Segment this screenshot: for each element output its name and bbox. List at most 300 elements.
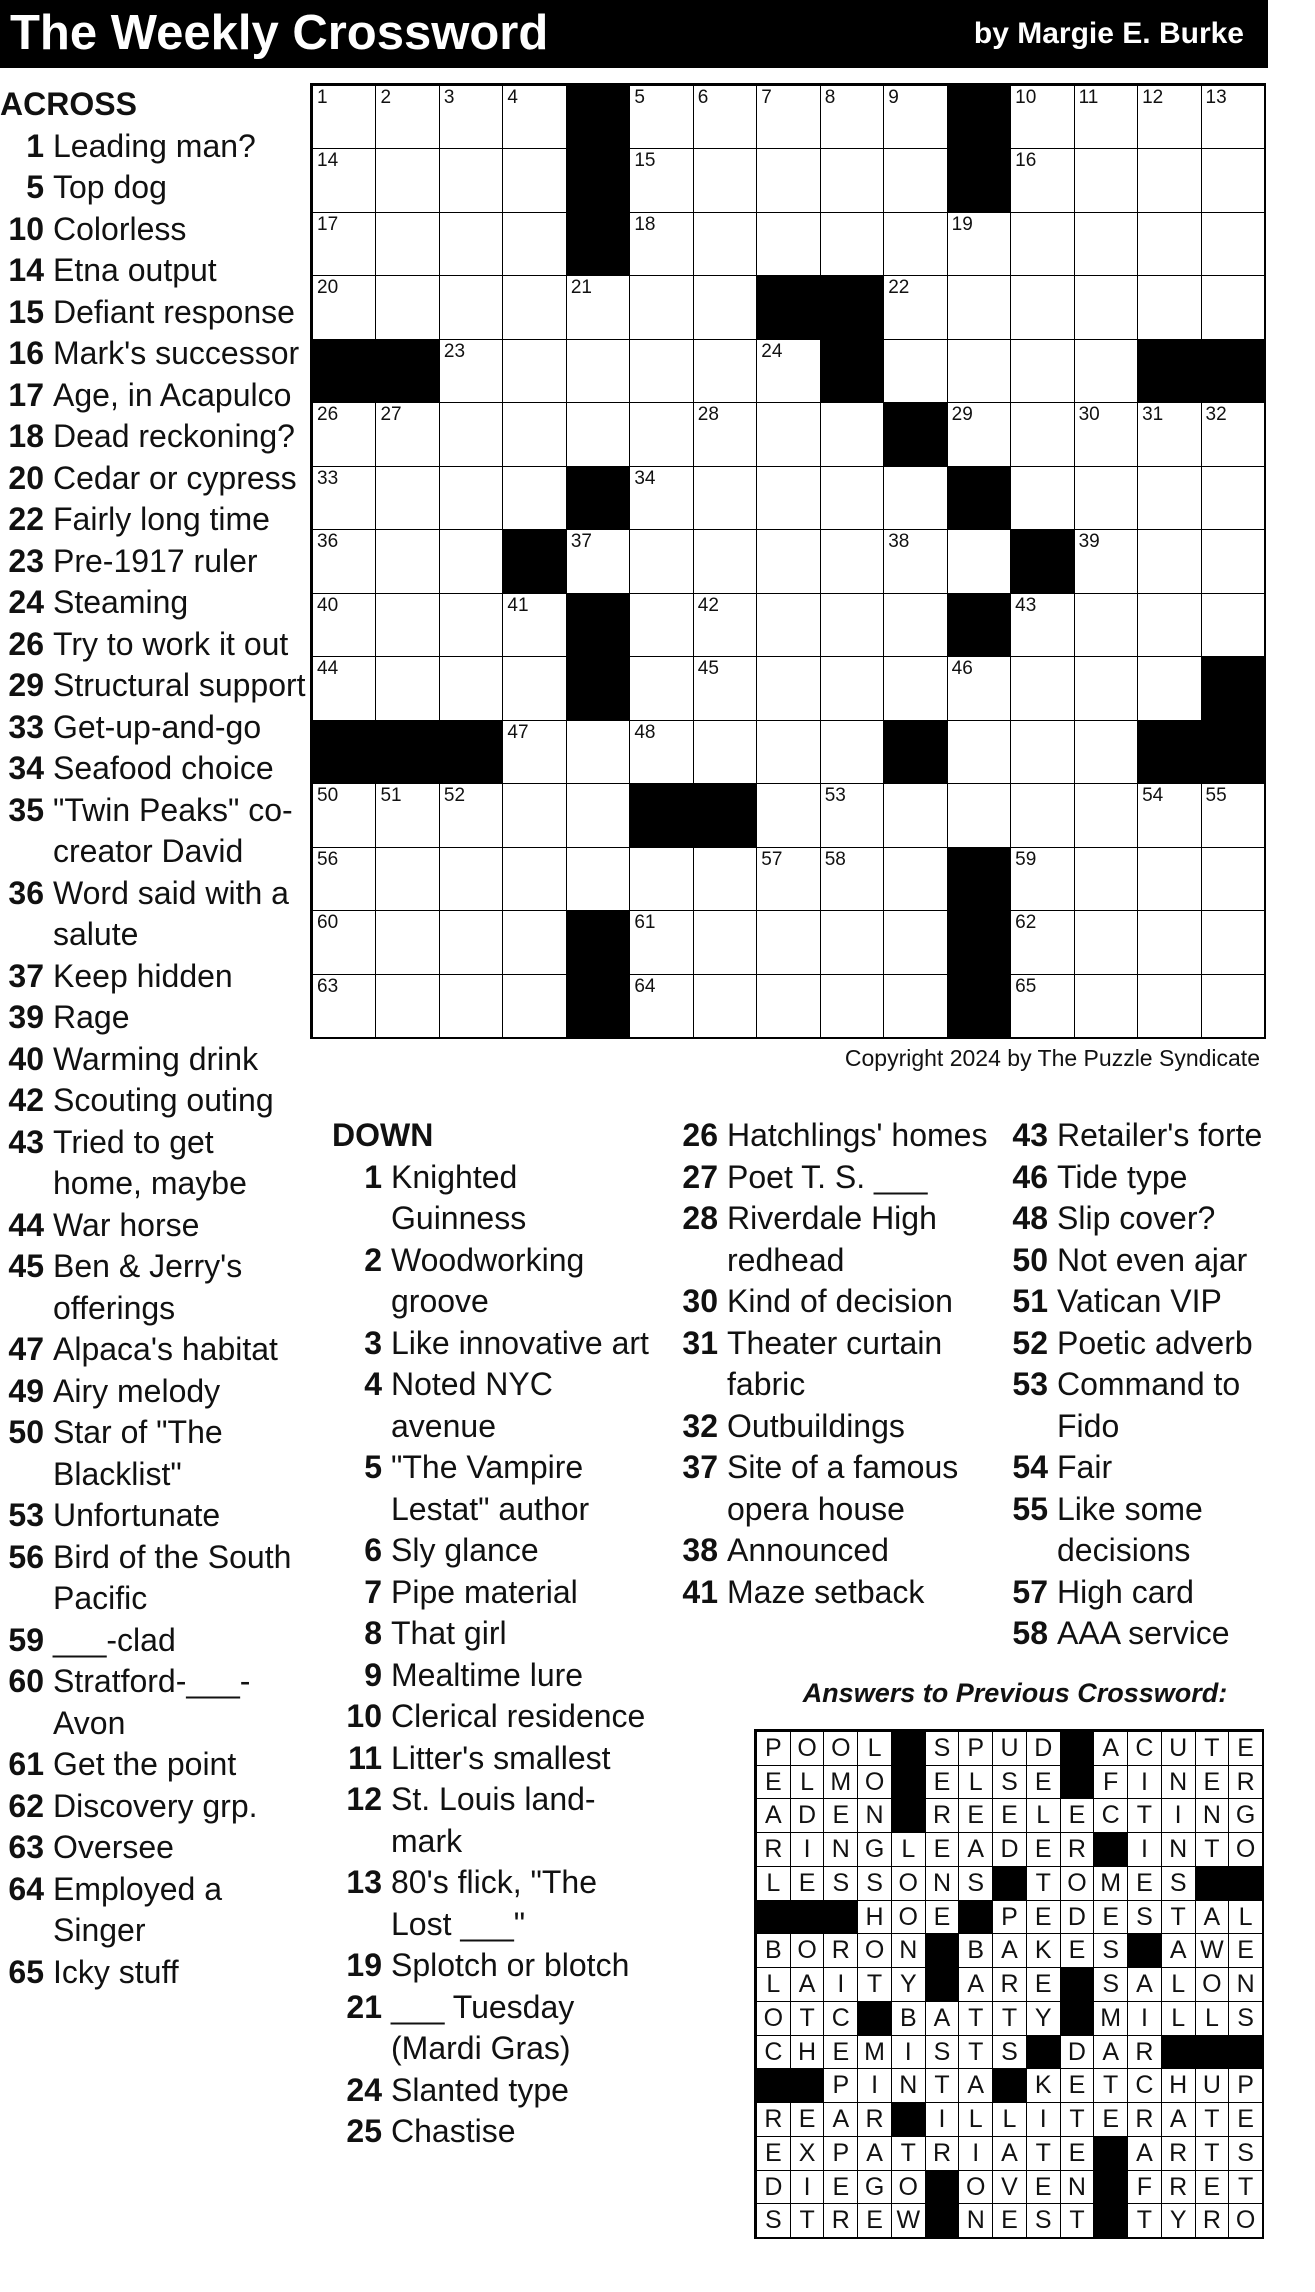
cell-number: 43 [1015, 594, 1037, 616]
grid-cell[interactable] [820, 720, 884, 784]
clue-item [0, 1620, 310, 1662]
answer-letter: T [790, 2203, 825, 2238]
grid-cell[interactable] [629, 212, 693, 276]
clue-text: Word said with a salute [53, 874, 289, 952]
clue-number: 8 [364, 1615, 382, 1651]
clue-item [332, 1862, 652, 1945]
grid-cell[interactable] [439, 910, 503, 974]
answer-letter: G [1228, 1798, 1263, 1833]
clue-text: Cedar or cypress [53, 459, 297, 496]
clue-text: Poet T. S. ___ [727, 1158, 928, 1195]
grid-cell[interactable] [439, 212, 503, 276]
grid-cell[interactable] [629, 720, 693, 784]
cell-number: 22 [888, 277, 910, 299]
grid-cell[interactable] [502, 910, 566, 974]
clue-item [0, 1744, 310, 1786]
grid-cell[interactable] [375, 593, 439, 657]
grid-cell[interactable] [312, 974, 376, 1038]
grid-cell[interactable] [375, 974, 439, 1038]
grid-cell[interactable] [439, 148, 503, 212]
grid-cell[interactable] [947, 339, 1011, 403]
answer-letter: T [1228, 2170, 1263, 2205]
grid-cell[interactable] [439, 339, 503, 403]
clue-number: 55 [1012, 1490, 1048, 1527]
grid-cell[interactable] [947, 529, 1011, 593]
answer-letter: R [1127, 2102, 1162, 2137]
cell-number: 8 [824, 87, 836, 108]
grid-cell[interactable] [312, 212, 376, 276]
answer-block [823, 1900, 858, 1935]
grid-cell[interactable] [1010, 466, 1074, 530]
grid-cell[interactable] [1010, 339, 1074, 403]
grid-cell[interactable] [375, 656, 439, 720]
grid-block [1201, 339, 1265, 403]
grid-cell[interactable] [883, 656, 947, 720]
grid-cell[interactable] [375, 783, 439, 847]
grid-cell[interactable] [693, 402, 757, 466]
grid-cell[interactable] [756, 593, 820, 657]
answer-letter: A [1161, 1933, 1196, 1968]
grid-cell[interactable] [375, 910, 439, 974]
grid-cell[interactable] [1074, 466, 1138, 530]
clue-number: 11 [348, 1739, 382, 1776]
answer-letter: L [992, 2102, 1027, 2137]
clue-item [0, 582, 310, 624]
grid-cell[interactable] [1201, 593, 1265, 657]
grid-cell[interactable] [312, 148, 376, 212]
grid-cell[interactable] [1074, 783, 1138, 847]
grid-cell[interactable] [1201, 910, 1265, 974]
clue-text: Kind of decision [727, 1283, 953, 1319]
cell-number: 34 [634, 467, 656, 489]
grid-cell[interactable] [883, 212, 947, 276]
clue-number: 47 [8, 1331, 44, 1367]
grid-cell[interactable] [1074, 910, 1138, 974]
grid-cell[interactable] [756, 339, 820, 403]
grid-cell[interactable] [1074, 402, 1138, 466]
grid-cell[interactable] [820, 593, 884, 657]
grid-cell[interactable] [1010, 593, 1074, 657]
grid-cell[interactable] [1137, 529, 1201, 593]
grid-block [947, 85, 1011, 149]
clue-text: Tried to get home, maybe [53, 1123, 247, 1201]
clue-text: Oversee [53, 1829, 174, 1865]
answer-letter: S [1127, 1900, 1162, 1935]
grid-cell[interactable] [1137, 466, 1201, 530]
grid-cell[interactable] [693, 85, 757, 149]
grid-cell[interactable] [312, 402, 376, 466]
grid-cell[interactable] [756, 847, 820, 911]
grid-cell[interactable] [1010, 275, 1074, 339]
grid-cell[interactable] [629, 593, 693, 657]
grid-cell[interactable] [693, 847, 757, 911]
clue-item [0, 873, 310, 956]
grid-cell[interactable] [439, 85, 503, 149]
grid-cell[interactable] [375, 148, 439, 212]
grid-cell[interactable] [629, 85, 693, 149]
answer-letter: E [1060, 1798, 1095, 1833]
clue-item [332, 1696, 652, 1738]
grid-cell[interactable] [883, 910, 947, 974]
grid-cell[interactable] [439, 847, 503, 911]
grid-cell[interactable] [439, 656, 503, 720]
grid-cell[interactable] [1137, 910, 1201, 974]
answer-letter: A [823, 2102, 858, 2137]
grid-cell[interactable] [312, 529, 376, 593]
grid-cell[interactable] [820, 847, 884, 911]
grid-cell[interactable] [1201, 466, 1265, 530]
clue-number: 27 [682, 1158, 718, 1195]
grid-cell[interactable] [1074, 593, 1138, 657]
clue-text: Employed a Singer [53, 1870, 222, 1948]
grid-cell[interactable] [1010, 720, 1074, 784]
grid-cell[interactable] [1137, 275, 1201, 339]
clue-text: High card [1057, 1573, 1194, 1610]
grid-cell[interactable] [820, 148, 884, 212]
grid-cell[interactable] [820, 402, 884, 466]
clue-text: Maze setback [727, 1573, 925, 1610]
grid-cell[interactable] [566, 847, 630, 911]
grid-block [947, 593, 1011, 657]
grid-cell[interactable] [756, 85, 820, 149]
answer-letter: T [1195, 2102, 1230, 2137]
answer-letter: E [1026, 1967, 1061, 2002]
grid-block [693, 783, 757, 847]
grid-cell[interactable] [1137, 847, 1201, 911]
grid-cell[interactable] [375, 85, 439, 149]
clue-number: 1 [364, 1158, 382, 1195]
grid-cell[interactable] [1137, 85, 1201, 149]
grid-cell[interactable] [1137, 783, 1201, 847]
clue-item [0, 748, 310, 790]
grid-cell[interactable] [502, 339, 566, 403]
cell-number: 14 [317, 150, 339, 172]
grid-cell[interactable] [375, 402, 439, 466]
grid-cell[interactable] [883, 148, 947, 212]
grid-cell[interactable] [439, 974, 503, 1038]
grid-cell[interactable] [439, 275, 503, 339]
grid-cell[interactable] [1201, 847, 1265, 911]
clue-item [0, 1039, 310, 1081]
grid-cell[interactable] [947, 656, 1011, 720]
grid-cell[interactable] [375, 275, 439, 339]
grid-cell[interactable] [820, 529, 884, 593]
grid-cell[interactable] [1010, 910, 1074, 974]
grid-cell[interactable] [439, 466, 503, 530]
answer-letter: P [756, 1731, 791, 1766]
answer-block [1060, 2001, 1095, 2036]
grid-cell[interactable] [756, 974, 820, 1038]
grid-cell[interactable] [1137, 974, 1201, 1038]
clue-number: 5 [364, 1449, 382, 1485]
grid-cell[interactable] [1201, 974, 1265, 1038]
clue-text: Icky stuff [53, 1953, 179, 1990]
clue-item [0, 499, 310, 541]
clue-item [0, 1786, 310, 1828]
cell-number: 19 [951, 213, 973, 235]
grid-cell[interactable] [1074, 974, 1138, 1038]
grid-cell[interactable] [693, 974, 757, 1038]
answer-letter: N [891, 2068, 926, 2103]
clue-item [0, 1122, 310, 1205]
answer-letter: E [1060, 2068, 1095, 2103]
grid-cell[interactable] [1074, 847, 1138, 911]
grid-cell[interactable] [693, 720, 757, 784]
grid-cell[interactable] [566, 529, 630, 593]
clue-item [668, 1157, 988, 1199]
grid-cell[interactable] [693, 339, 757, 403]
grid-block [312, 720, 376, 784]
grid-cell[interactable] [756, 783, 820, 847]
grid-cell[interactable] [820, 783, 884, 847]
grid-cell[interactable] [312, 85, 376, 149]
grid-cell[interactable] [629, 974, 693, 1038]
clue-text: Defiant response [53, 293, 295, 330]
grid-cell[interactable] [883, 339, 947, 403]
clue-item [668, 1115, 988, 1157]
grid-cell[interactable] [502, 593, 566, 657]
grid-cell[interactable] [820, 212, 884, 276]
grid-cell[interactable] [629, 275, 693, 339]
cell-number: 21 [570, 277, 592, 299]
grid-cell[interactable] [629, 529, 693, 593]
grid-block [820, 275, 884, 339]
answer-letter: O [1060, 1866, 1095, 1901]
grid-cell[interactable] [439, 402, 503, 466]
grid-cell[interactable] [312, 656, 376, 720]
answer-block [891, 1731, 926, 1766]
answer-letter: B [756, 1933, 791, 1968]
clue-number: 59 [8, 1621, 44, 1658]
answer-letter: S [1228, 2136, 1263, 2171]
grid-cell[interactable] [756, 656, 820, 720]
grid-block [1201, 656, 1265, 720]
clue-item [0, 1080, 310, 1122]
grid-cell[interactable] [693, 275, 757, 339]
grid-cell[interactable] [947, 783, 1011, 847]
grid-cell[interactable] [1010, 402, 1074, 466]
grid-cell[interactable] [883, 974, 947, 1038]
grid-cell[interactable] [566, 783, 630, 847]
grid-cell[interactable] [756, 529, 820, 593]
grid-cell[interactable] [1137, 212, 1201, 276]
grid-cell[interactable] [1201, 529, 1265, 593]
grid-cell[interactable] [1201, 783, 1265, 847]
grid-cell[interactable] [629, 847, 693, 911]
grid-cell[interactable] [1137, 656, 1201, 720]
clue-text: Leading man? [53, 127, 256, 164]
grid-cell[interactable] [756, 720, 820, 784]
grid-cell[interactable] [1074, 212, 1138, 276]
clue-item [0, 1329, 310, 1371]
clue-number: 52 [1012, 1324, 1048, 1361]
clue-item [668, 1530, 988, 1572]
grid-cell[interactable] [883, 847, 947, 911]
clue-text: Seafood choice [53, 750, 274, 786]
clue-number: 26 [8, 625, 44, 662]
grid-cell[interactable] [1137, 593, 1201, 657]
grid-cell[interactable] [629, 148, 693, 212]
previous-answers-grid [754, 1729, 1264, 2239]
answer-letter: E [992, 2203, 1027, 2238]
grid-cell[interactable] [566, 339, 630, 403]
clue-number: 18 [8, 418, 44, 454]
grid-cell[interactable] [375, 466, 439, 530]
answer-letter: I [823, 1967, 858, 2002]
clue-item [332, 1364, 652, 1447]
answer-letter: T [925, 2068, 960, 2103]
answer-letter: W [1195, 1933, 1230, 1968]
grid-cell[interactable] [375, 529, 439, 593]
answer-letter: P [823, 2068, 858, 2103]
grid-cell[interactable] [883, 529, 947, 593]
grid-cell[interactable] [1010, 212, 1074, 276]
grid-cell[interactable] [1010, 783, 1074, 847]
grid-cell[interactable] [375, 212, 439, 276]
grid-cell[interactable] [375, 847, 439, 911]
grid-cell[interactable] [1010, 148, 1074, 212]
grid-cell[interactable] [947, 275, 1011, 339]
grid-cell[interactable] [629, 910, 693, 974]
grid-cell[interactable] [756, 212, 820, 276]
grid-cell[interactable] [566, 720, 630, 784]
grid-cell[interactable] [883, 783, 947, 847]
grid-cell[interactable] [312, 275, 376, 339]
grid-cell[interactable] [502, 783, 566, 847]
clue-text: Theater curtain fabric [727, 1324, 943, 1402]
grid-cell[interactable] [693, 212, 757, 276]
grid-cell[interactable] [756, 402, 820, 466]
grid-cell[interactable] [1074, 720, 1138, 784]
grid-cell[interactable] [693, 529, 757, 593]
grid-cell[interactable] [1074, 85, 1138, 149]
grid-cell[interactable] [439, 783, 503, 847]
clue-text: Command to Fido [1057, 1366, 1241, 1444]
grid-cell[interactable] [312, 847, 376, 911]
grid-cell[interactable] [883, 466, 947, 530]
grid-cell[interactable] [502, 466, 566, 530]
grid-cell[interactable] [947, 402, 1011, 466]
clue-number: 29 [8, 667, 44, 703]
answer-block [1228, 2035, 1263, 2070]
grid-cell[interactable] [1074, 529, 1138, 593]
answer-block [1093, 2136, 1128, 2171]
grid-cell[interactable] [439, 529, 503, 593]
grid-cell[interactable] [566, 402, 630, 466]
grid-cell[interactable] [883, 275, 947, 339]
grid-cell[interactable] [502, 402, 566, 466]
grid-cell[interactable] [756, 466, 820, 530]
clue-number: 53 [1012, 1366, 1048, 1402]
grid-cell[interactable] [820, 974, 884, 1038]
grid-cell[interactable] [1074, 148, 1138, 212]
grid-cell[interactable] [820, 85, 884, 149]
grid-cell[interactable] [502, 85, 566, 149]
cell-number: 53 [824, 785, 846, 807]
grid-cell[interactable] [502, 720, 566, 784]
clue-item [0, 665, 310, 707]
grid-cell[interactable] [1010, 656, 1074, 720]
cell-number: 47 [507, 721, 529, 743]
grid-cell[interactable] [693, 656, 757, 720]
grid-cell[interactable] [629, 656, 693, 720]
grid-cell[interactable] [820, 466, 884, 530]
grid-cell[interactable] [883, 593, 947, 657]
grid-cell[interactable] [312, 466, 376, 530]
grid-cell[interactable] [629, 466, 693, 530]
grid-block [947, 148, 1011, 212]
grid-cell[interactable] [502, 656, 566, 720]
grid-cell[interactable] [502, 974, 566, 1038]
answer-letter: H [1161, 2068, 1196, 2103]
grid-cell[interactable] [1010, 847, 1074, 911]
grid-cell[interactable] [1010, 85, 1074, 149]
grid-cell[interactable] [1201, 402, 1265, 466]
answer-letter: I [1127, 1832, 1162, 1867]
answer-letter: T [1026, 2136, 1061, 2171]
grid-cell[interactable] [947, 720, 1011, 784]
grid-cell[interactable] [1201, 148, 1265, 212]
grid-cell[interactable] [312, 593, 376, 657]
grid-cell[interactable] [502, 212, 566, 276]
cell-number: 6 [697, 87, 709, 108]
grid-cell[interactable] [439, 593, 503, 657]
grid-cell[interactable] [1201, 85, 1265, 149]
answer-letter: A [992, 2136, 1027, 2171]
grid-cell[interactable] [502, 148, 566, 212]
grid-cell[interactable] [312, 910, 376, 974]
grid-cell[interactable] [693, 466, 757, 530]
answer-letter: N [823, 1832, 858, 1867]
grid-cell[interactable] [883, 85, 947, 149]
clue-text: Sly glance [391, 1532, 539, 1568]
cell-number: 20 [317, 277, 339, 299]
clue-item [996, 1198, 1296, 1240]
grid-cell[interactable] [566, 275, 630, 339]
clue-number: 42 [8, 1082, 44, 1118]
grid-cell[interactable] [947, 212, 1011, 276]
answer-letter: Y [1161, 2203, 1196, 2238]
grid-cell[interactable] [1201, 275, 1265, 339]
clue-item [332, 1945, 652, 1987]
grid-cell[interactable] [629, 402, 693, 466]
grid-cell[interactable] [756, 910, 820, 974]
grid-cell[interactable] [693, 593, 757, 657]
grid-cell[interactable] [1201, 212, 1265, 276]
clue-text: War horse [53, 1206, 200, 1243]
grid-cell[interactable] [693, 148, 757, 212]
grid-cell[interactable] [1074, 339, 1138, 403]
grid-cell[interactable] [820, 656, 884, 720]
grid-cell[interactable] [1074, 656, 1138, 720]
grid-cell[interactable] [312, 783, 376, 847]
grid-cell[interactable] [820, 910, 884, 974]
grid-cell[interactable] [693, 910, 757, 974]
answer-letter: S [1026, 2203, 1061, 2238]
grid-cell[interactable] [756, 148, 820, 212]
grid-cell[interactable] [629, 339, 693, 403]
grid-cell[interactable] [502, 275, 566, 339]
clue-text: Bird of the South Pacific [53, 1538, 292, 1616]
grid-cell[interactable] [1137, 148, 1201, 212]
grid-cell[interactable] [1010, 974, 1074, 1038]
grid-cell[interactable] [1137, 402, 1201, 466]
answer-letter: E [1228, 1933, 1263, 1968]
grid-cell[interactable] [1074, 275, 1138, 339]
grid-cell[interactable] [502, 847, 566, 911]
clue-item [0, 1827, 310, 1869]
answer-letter: A [1161, 2102, 1196, 2137]
